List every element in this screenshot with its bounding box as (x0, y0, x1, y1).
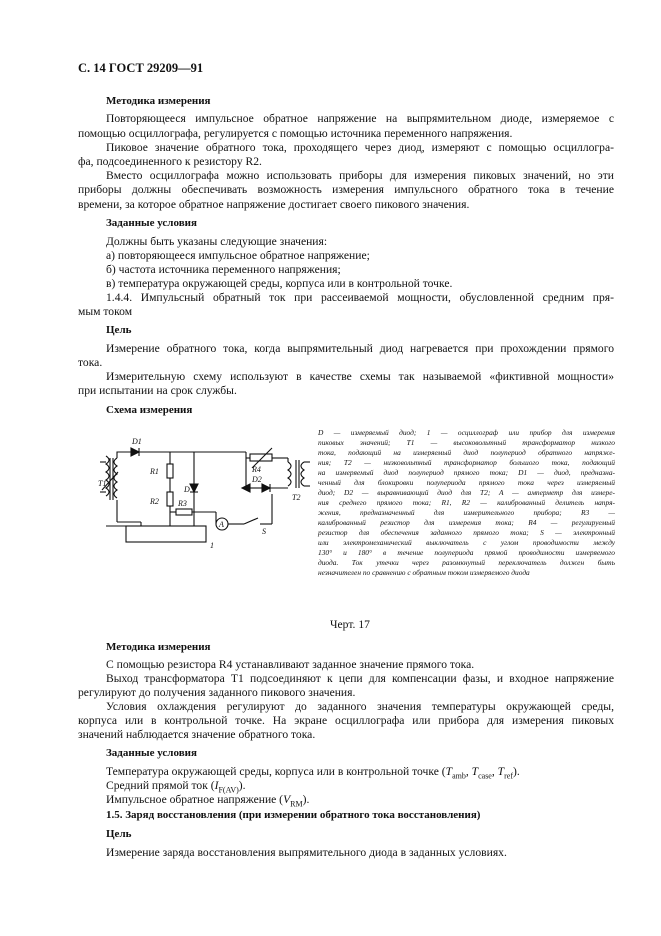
condition-forward-current: Средний прямой ток $(I_{F(AV)})$. (106, 779, 246, 795)
label-s: S (262, 527, 266, 536)
figure-caption-line: тока, подающий на измеряемый диод полупериод обратного напряже- (318, 448, 615, 457)
figure-caption-line: D — измеряемый диод; 1 — осциллограф или прибор для измерения (318, 428, 615, 437)
paragraph-line: помощью осциллографа, регулируется с помощью источника переменного напряжения. (78, 127, 513, 140)
paragraph-line: тока. (78, 356, 103, 369)
section-heading: Цель (106, 324, 132, 336)
paragraph-line: значений наблюдается значение обратного тока. (78, 728, 316, 741)
figure-caption-line: диода. Ток утечки через разомкнутый переключатель должен быть (318, 558, 615, 567)
section-heading: Схема измерения (106, 404, 193, 416)
figure-caption-line: пиковых значений; T1 — высоковольтный трансформатор низкого (318, 438, 615, 447)
paragraph-line: 1.4.4. Импульсный обратный ток при рассеиваемой мощности, обусловленной средним пря- (106, 291, 614, 304)
condition-temperature: Температура окружающей среды, корпуса или в контрольной точке ($T_{amb}$, $T_{case}$, $T_{ref}$). (106, 765, 520, 781)
label-a: A (219, 520, 224, 529)
label-r1: R1 (150, 467, 159, 476)
label-1: 1 (210, 541, 214, 550)
paragraph-line: при испытании на срок службы. (78, 384, 237, 397)
paragraph-line: Выход трансформатора T1 подсоединяют к цепи для компенсации фазы, и входное напряжение (106, 672, 614, 685)
label-t1: T1 (98, 479, 107, 488)
label-d: D (184, 485, 190, 494)
label-d2: D2 (252, 475, 262, 484)
label-r3: R3 (178, 499, 187, 508)
figure-caption-line: ченный для блокировки полупериода прямого тока через измеряемый (318, 478, 615, 487)
figure-caption-line: 130° и 180° в течение полупериода прямой проводимости измеряемого (318, 548, 615, 557)
label-r2: R2 (150, 497, 159, 506)
figure-caption-line: ния среднего прямого тока; R1, R2 — калиброванный делитель напря- (318, 498, 615, 507)
paragraph-line: Условия охлаждения регулируют до заданного значения температуры окружающей среды, (106, 700, 614, 713)
section-heading: 1.5. Заряд восстановления (при измерении обратного тока восстановления) (106, 809, 481, 821)
figure-number: Черт. 17 (330, 618, 370, 631)
label-d1: D1 (132, 437, 142, 446)
paragraph-line: Должны быть указаны следующие значения: (106, 235, 328, 248)
section-heading: Заданные условия (106, 217, 197, 229)
page-header: С. 14 ГОСТ 29209—91 (78, 61, 204, 75)
figure-caption-line: незначителен по сравнению с обратным током измеряемого диода (318, 568, 530, 577)
section-heading: Методика измерения (106, 95, 211, 107)
figure-caption-line: на измеряемый диод полупериод прямого тока; D1 — диод, предназна- (318, 468, 615, 477)
condition-reverse-voltage: Импульсное обратное напряжение $(V_{RM})$. (106, 793, 310, 809)
paragraph-line: Вместо осциллографа можно использовать приборы для измерения пиковых значений, но эти (106, 169, 614, 182)
circuit-diagram (96, 428, 316, 568)
label-r4: R4 (252, 465, 261, 474)
paragraph-line: мым током (78, 305, 133, 318)
list-item: б) частота источника переменного напряжения; (106, 263, 341, 276)
section-subheading: Цель (106, 828, 132, 840)
list-item: в) температура окружающей среды, корпуса или в контрольной точке. (106, 277, 453, 290)
figure-caption-line: диод; D2 — выравнивающий диод для T2; A — амперметр для измере- (318, 488, 615, 497)
label-t2: T2 (292, 493, 301, 502)
section-heading: Методика измерения (106, 641, 211, 653)
paragraph-line: Пиковое значение обратного тока, проходящего через диод, измеряют с помощью осциллогра- (106, 141, 614, 154)
paragraph-line: корпуса или в контрольной точке. На экране осциллографа или прибора для измерения пиковых (78, 714, 614, 727)
figure-caption-line: или электромеханический выключатель с углом проводимости между (318, 538, 615, 547)
paragraph-line: Измерительную схему используют в качестве схемы так называемой «фиктивной мощности» (106, 370, 614, 383)
figure-caption-line: ния; T2 — низковольтный трансформатор большого тока, подающий (318, 458, 615, 467)
paragraph-line: Измерение заряда восстановления выпрямительного диода в заданных условиях. (106, 846, 507, 859)
paragraph-line: приборы должны обеспечивать возможность измерения импульсного обратного тока в течение (78, 183, 614, 196)
paragraph-line: Измерение обратного тока, когда выпрямительный диод нагревается при прохождении прямого (106, 342, 614, 355)
paragraph-line: регулируют до получения заданного пикового значения. (78, 686, 356, 699)
figure-caption-line: жения, предназначенный для измерительного прибора; R3 — (318, 508, 615, 517)
paragraph-line: фа, подсоединенного к резистору R2. (78, 155, 262, 168)
paragraph-line: Повторяющееся импульсное обратное напряжение на выпрямительном диоде, измеряемое с (106, 112, 614, 125)
list-item: а) повторяющееся импульсное обратное напряжение; (106, 249, 370, 262)
figure-caption-line: калиброванный резистор для измерения тока; R4 — регулируемый (318, 518, 615, 527)
paragraph-line: времени, за которое обратное напряжение достигает своего пикового значения. (78, 198, 470, 211)
figure-caption-line: резистор для обеспечения заданного прямого тока; S — электронный (318, 528, 615, 537)
paragraph-line: С помощью резистора R4 устанавливают заданное значение прямого тока. (106, 658, 475, 671)
section-heading: Заданные условия (106, 747, 197, 759)
